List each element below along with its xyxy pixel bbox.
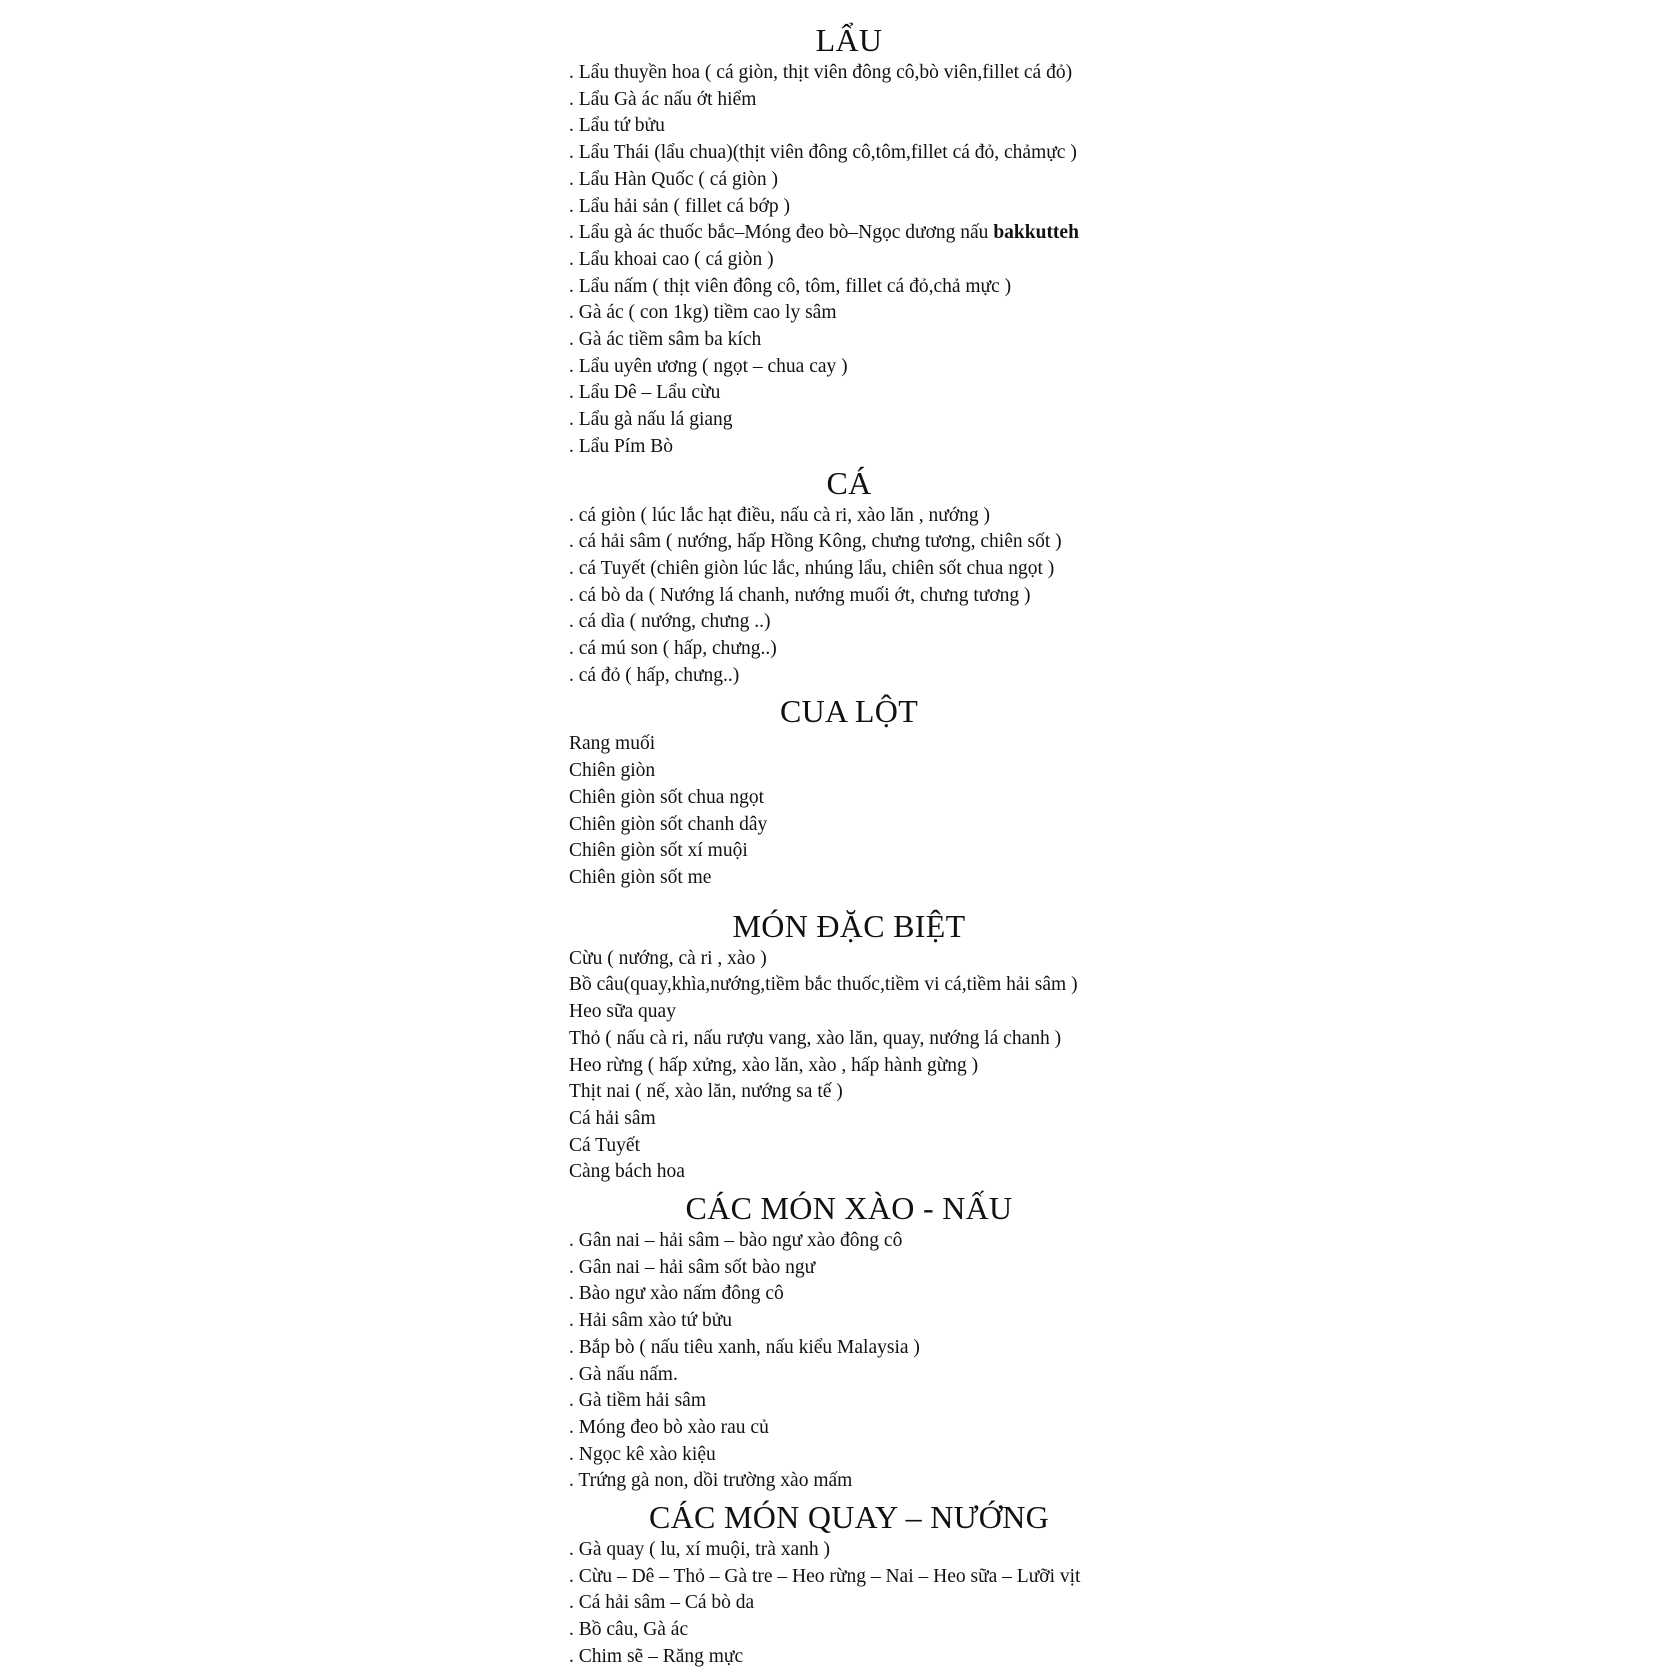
list-item: Heo sữa quay [569, 1001, 676, 1023]
list-item: . Lẩu Thái (lẩu chua)(thịt viên đông cô,tôm,fillet cá đỏ, chảmực ) [569, 142, 1077, 164]
list-item: . Bồ câu, Gà ác [569, 1619, 689, 1641]
menu-document [569, 18, 1129, 1671]
list-item: . Cá hải sâm – Cá bò da [569, 1592, 755, 1614]
list-item: . Chim sẽ – Răng mực [569, 1645, 744, 1667]
list-item: . cá dìa ( nướng, chưng ..) [569, 611, 771, 633]
list-item-text: . Lẩu gà ác thuốc bắc–Móng đeo bò–Ngọc dương nấu [569, 222, 994, 244]
list-item: . Lẩu Gà ác nấu ớt hiểm [569, 88, 757, 110]
list-item: . cá đỏ ( hấp, chưng..) [569, 664, 740, 686]
list-item: . Cừu – Dê – Thỏ – Gà tre – Heo rừng – Nai – Heo sữa – Lưỡi vịt [569, 1565, 1081, 1587]
section-lau [569, 22, 1129, 461]
list-item: . Lẩu tứ bửu [569, 115, 665, 137]
list-item: . Bắp bò ( nấu tiêu xanh, nấu kiểu Malaysia ) [569, 1336, 920, 1358]
list-item: Thịt nai ( nế, xào lăn, nướng sa tế ) [569, 1081, 843, 1103]
list-item: Heo rừng ( hấp xửng, xào lăn, xào , hấp hành gừng ) [569, 1054, 979, 1076]
list-item: . Trứng gà non, dồi trường xào mấm [569, 1470, 853, 1492]
list-item: Chiên giòn [569, 760, 656, 782]
section-title-mon-quay-nuong: CÁC MÓN QUAY – NƯỚNG [648, 1499, 1050, 1536]
section-mon-dac-biet [569, 908, 1129, 1186]
list-item: . Gà tiềm hải sâm [569, 1390, 707, 1412]
list-item: . Móng đeo bò xào rau củ [569, 1416, 769, 1438]
list-item: . Ngọc kê xào kiệu [569, 1443, 716, 1465]
list-item: . Lẩu Hàn Quốc ( cá giòn ) [569, 168, 779, 190]
list-item: . Lẩu hải sản ( fillet cá bớp ) [569, 195, 790, 217]
bold-dish-name: bakkutteh [993, 222, 1079, 244]
section-title-ca: CÁ [826, 464, 872, 501]
section-title-cua-lot: CUA LỘT [779, 693, 919, 730]
list-item: . Gà quay ( lu, xí muội, trà xanh ) [569, 1539, 831, 1561]
list-item: . Gà nấu nấm. [569, 1363, 678, 1385]
list-item: Cừu ( nướng, cà ri , xào ) [569, 947, 767, 969]
list-item: . Gà ác ( con 1kg) tiềm cao ly sâm [569, 302, 837, 324]
section-title-lau: LẨU [815, 22, 883, 58]
list-item: . Bào ngư xào nấm đông cô [569, 1283, 784, 1305]
section-mon-quay-nuong [569, 1499, 1129, 1671]
list-item: . cá Tuyết (chiên giòn lúc lắc, nhúng lẩu, chiên sốt chua ngọt ) [569, 557, 1055, 579]
list-item: Bồ câu(quay,khìa,nướng,tiềm bắc thuốc,tiềm vi cá,tiềm hải sâm ) [569, 974, 1078, 996]
list-item: Thỏ ( nấu cà ri, nấu rượu vang, xào lăn, quay, nướng lá chanh ) [569, 1027, 1062, 1049]
list-item: . cá bò da ( Nướng lá chanh, nướng muối ớt, chưng tương ) [569, 584, 1031, 606]
list-item: . Lẩu gà nấu lá giang [569, 409, 733, 431]
list-item: . Lẩu thuyền hoa ( cá giòn, thịt viên đông cô,bò viên,fillet cá đỏ) [569, 62, 1073, 83]
list-item: . cá hải sâm ( nướng, hấp Hồng Kông, chưng tương, chiên sốt ) [569, 531, 1062, 553]
list-item: . cá giòn ( lúc lắc hạt điều, nấu cà ri, xào lăn , nướng ) [569, 504, 991, 526]
section-cua-lot [569, 693, 1129, 903]
list-item: Chiên giòn sốt xí muội [569, 840, 748, 862]
list-item: . Gân nai – hải sâm – bào ngư xào đông cô [569, 1230, 903, 1252]
list-item: . Hải sâm xào tứ bửu [569, 1310, 733, 1332]
list-item: Càng bách hoa [569, 1161, 685, 1183]
list-item: Chiên giòn sốt me [569, 866, 712, 888]
list-item: . Lẩu uyên ương ( ngọt – chua cay ) [569, 355, 848, 377]
list-item [569, 220, 1129, 247]
section-mon-xao-nau [569, 1190, 1129, 1495]
section-title-mon-xao-nau: CÁC MÓN XÀO - NẤU [685, 1190, 1013, 1227]
list-item: . cá mú son ( hấp, chưng..) [569, 638, 777, 660]
list-item: . Lẩu Pím Bò [569, 435, 674, 457]
list-item: Rang muối [569, 733, 656, 755]
list-item: Cá Tuyết [569, 1134, 640, 1156]
section-spacer [569, 892, 1129, 904]
list-item: . Lẩu nấm ( thịt viên đông cô, tôm, fillet cá đỏ,chả mực ) [569, 275, 1012, 297]
section-ca [569, 465, 1129, 690]
list-item: . Gân nai – hải sâm sốt bào ngư [569, 1256, 816, 1278]
list-item: Cá hải sâm [569, 1107, 656, 1129]
list-item: Chiên giòn sốt chanh dây [569, 813, 768, 835]
list-item: Chiên giòn sốt chua ngọt [569, 786, 764, 808]
list-item: . Gà ác tiềm sâm ba kích [569, 329, 762, 351]
section-title-mon-dac-biet: MÓN ĐẶC BIỆT [732, 907, 966, 944]
list-item: . Lẩu Dê – Lẩu cừu [569, 382, 721, 404]
list-item: . Lẩu khoai cao ( cá giòn ) [569, 248, 774, 270]
